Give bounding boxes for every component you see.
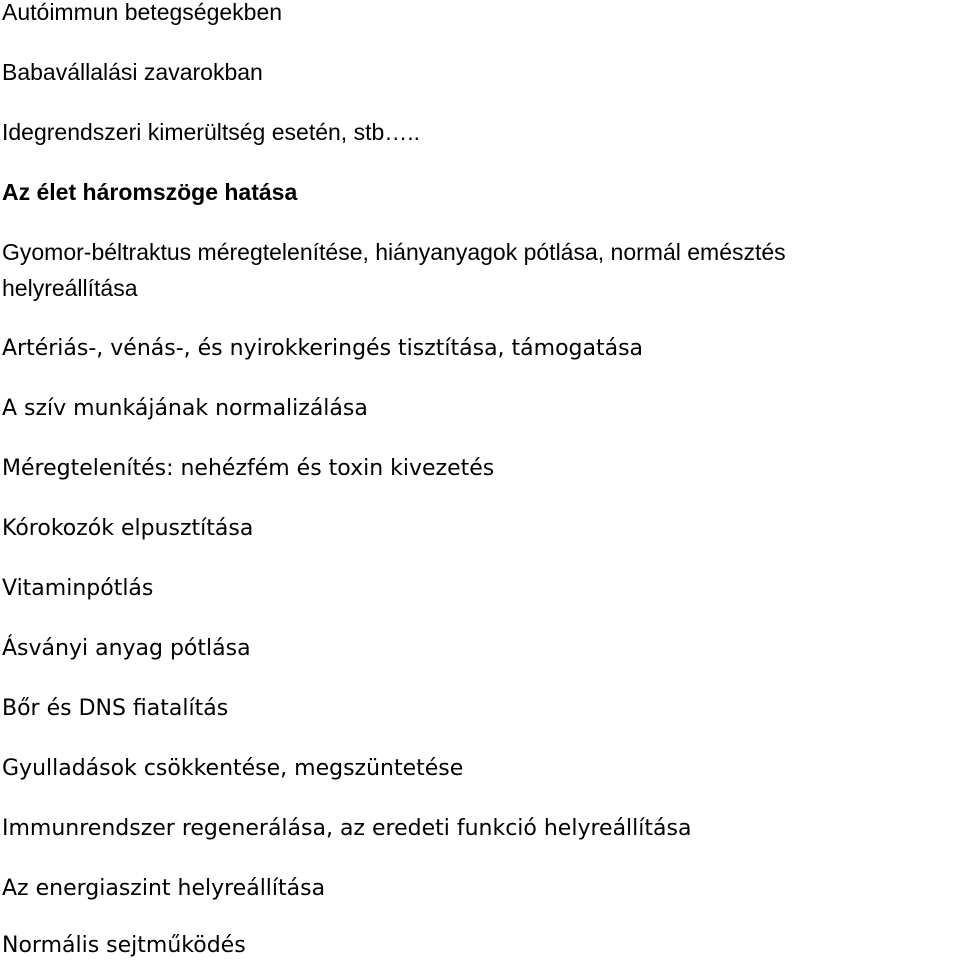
benefit-cell-function: Normális sejtműködés bbox=[2, 933, 246, 958]
section-heading: Az élet háromszöge hatása bbox=[2, 179, 298, 205]
benefit-skin-dna: Bőr és DNS fiatalítás bbox=[2, 696, 229, 721]
benefit-circulation: Artériás-, vénás-, és nyirokkeringés tisztítása, támogatása bbox=[2, 336, 644, 361]
benefit-immune: Immunrendszer regenerálása, az eredeti funkció helyreállítása bbox=[2, 816, 692, 841]
benefit-minerals: Ásványi anyag pótlása bbox=[2, 636, 251, 661]
benefit-energy: Az energiaszint helyreállítása bbox=[2, 876, 326, 901]
intro-item-fertility: Babavállalási zavarokban bbox=[2, 59, 263, 85]
effect-gut-detox-line1: Gyomor-béltraktus méregtelenítése, hiányanyagok pótlása, normál emésztés bbox=[2, 239, 786, 265]
intro-item-nervous-exhaustion: Idegrendszeri kimerültség esetén, stb….. bbox=[2, 119, 421, 145]
benefit-detox: Méregtelenítés: nehézfém és toxin kivezetés bbox=[2, 456, 495, 481]
benefit-vitamins: Vitaminpótlás bbox=[2, 576, 154, 601]
benefit-heart: A szív munkájának normalizálása bbox=[2, 396, 368, 421]
intro-item-autoimmune: Autóimmun betegségekben bbox=[2, 0, 283, 25]
benefit-pathogens: Kórokozók elpusztítása bbox=[2, 516, 254, 541]
effect-gut-detox-line2: helyreállítása bbox=[2, 275, 138, 301]
benefit-inflammation: Gyulladások csökkentése, megszüntetése bbox=[2, 756, 464, 781]
